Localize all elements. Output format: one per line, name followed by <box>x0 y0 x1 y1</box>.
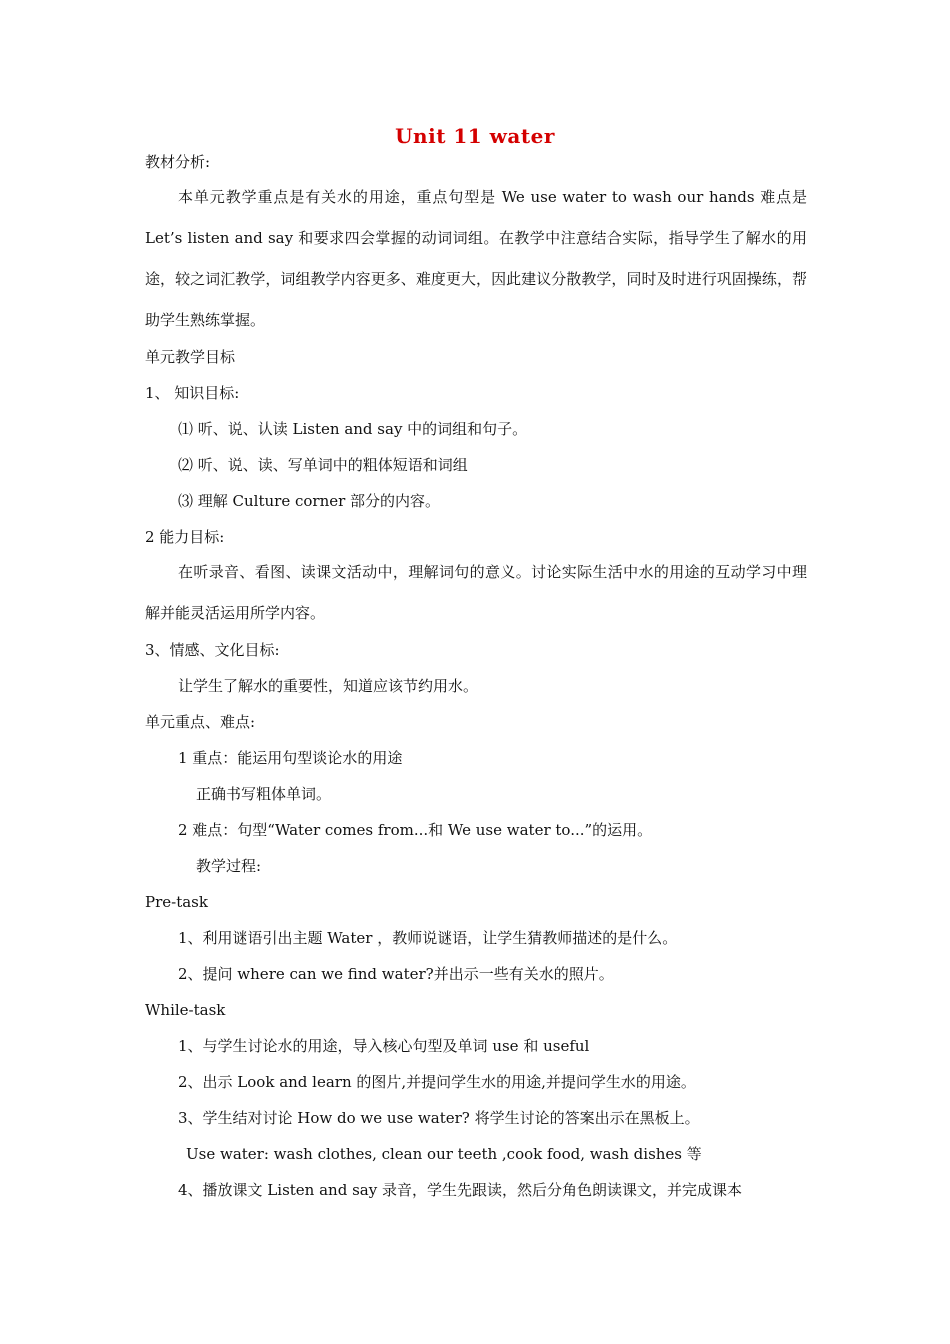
whiletask-item: 1、与学生讨论水的用途，导入核心句型及单词 use 和 useful <box>178 1037 590 1055</box>
use-water-line: Use water: wash clothes, clean our teeth ,cook food, wash dishes 等 <box>186 1145 702 1163</box>
whiletask-item: 3、学生结对讨论 How do we use water? 将学生讨论的答案出示在黑板上。 <box>178 1109 700 1127</box>
pretask-item: 1、利用谜语引出主题 Water ，教师说谜语，让学生猜教师描述的是什么。 <box>178 929 678 947</box>
goal3-heading: 3、情感、文化目标: <box>145 641 280 659</box>
analysis-heading: 教材分析: <box>145 153 211 171</box>
whiletask-item: 4、播放课文 Listen and say 录音，学生先跟读，然后分角色朗读课文，并完成课本 <box>178 1181 742 1199</box>
pretask-heading: Pre-task <box>145 893 208 911</box>
goal2-paragraph: 在听录音、看图、读课文活动中，理解词句的意义。讨论实际生活中水的用途的互动学习中理解并能灵活运用所学内容。 <box>145 563 807 622</box>
whiletask-heading: While-task <box>145 1001 226 1019</box>
goal3-text: 让学生了解水的重要性，知道应该节约用水。 <box>178 677 479 695</box>
page-title: Unit 11 water <box>395 124 555 148</box>
goal2-heading: 2 能力目标: <box>145 528 225 546</box>
keypoint-1-detail: 正确书写粗体单词。 <box>196 785 332 803</box>
goal1-item: ⑴ 听、说、认读 Listen and say 中的词组和句子。 <box>178 420 528 438</box>
goal1-item: ⑵ 听、说、读、写单词中的粗体短语和词组 <box>178 456 468 474</box>
goal1-heading: 1、 知识目标: <box>145 384 240 402</box>
whiletask-item: 2、出示 Look and learn 的图片,并提问学生水的用途,并提问学生水的用途。 <box>178 1073 696 1091</box>
pretask-item: 2、提问 where can we find water?并出示一些有关水的照片。 <box>178 965 614 983</box>
keypoint-1: 1 重点：能运用句型谈论水的用途 <box>178 749 403 767</box>
goals-heading: 单元教学目标 <box>145 348 236 366</box>
analysis-paragraph: 本单元教学重点是有关水的用途，重点句型是 We use water to wash our hands 难点是 Let’s listen and say 和要求四会掌握的动词词组。在教学中注意结合实际，指导学生了解水的用途，较之词汇教学，词组教学内容更多、难度更大，因此建议分散教学，同时及时进行巩固操练，帮助学生熟练掌握。 <box>145 188 807 329</box>
goal1-item: ⑶ 理解 Culture corner 部分的内容。 <box>178 492 441 510</box>
process-heading: 教学过程: <box>196 857 262 875</box>
keypoints-heading: 单元重点、难点: <box>145 713 256 731</box>
keypoint-2: 2 难点：句型“Water comes from...和 We use water to...”的运用。 <box>178 821 653 839</box>
